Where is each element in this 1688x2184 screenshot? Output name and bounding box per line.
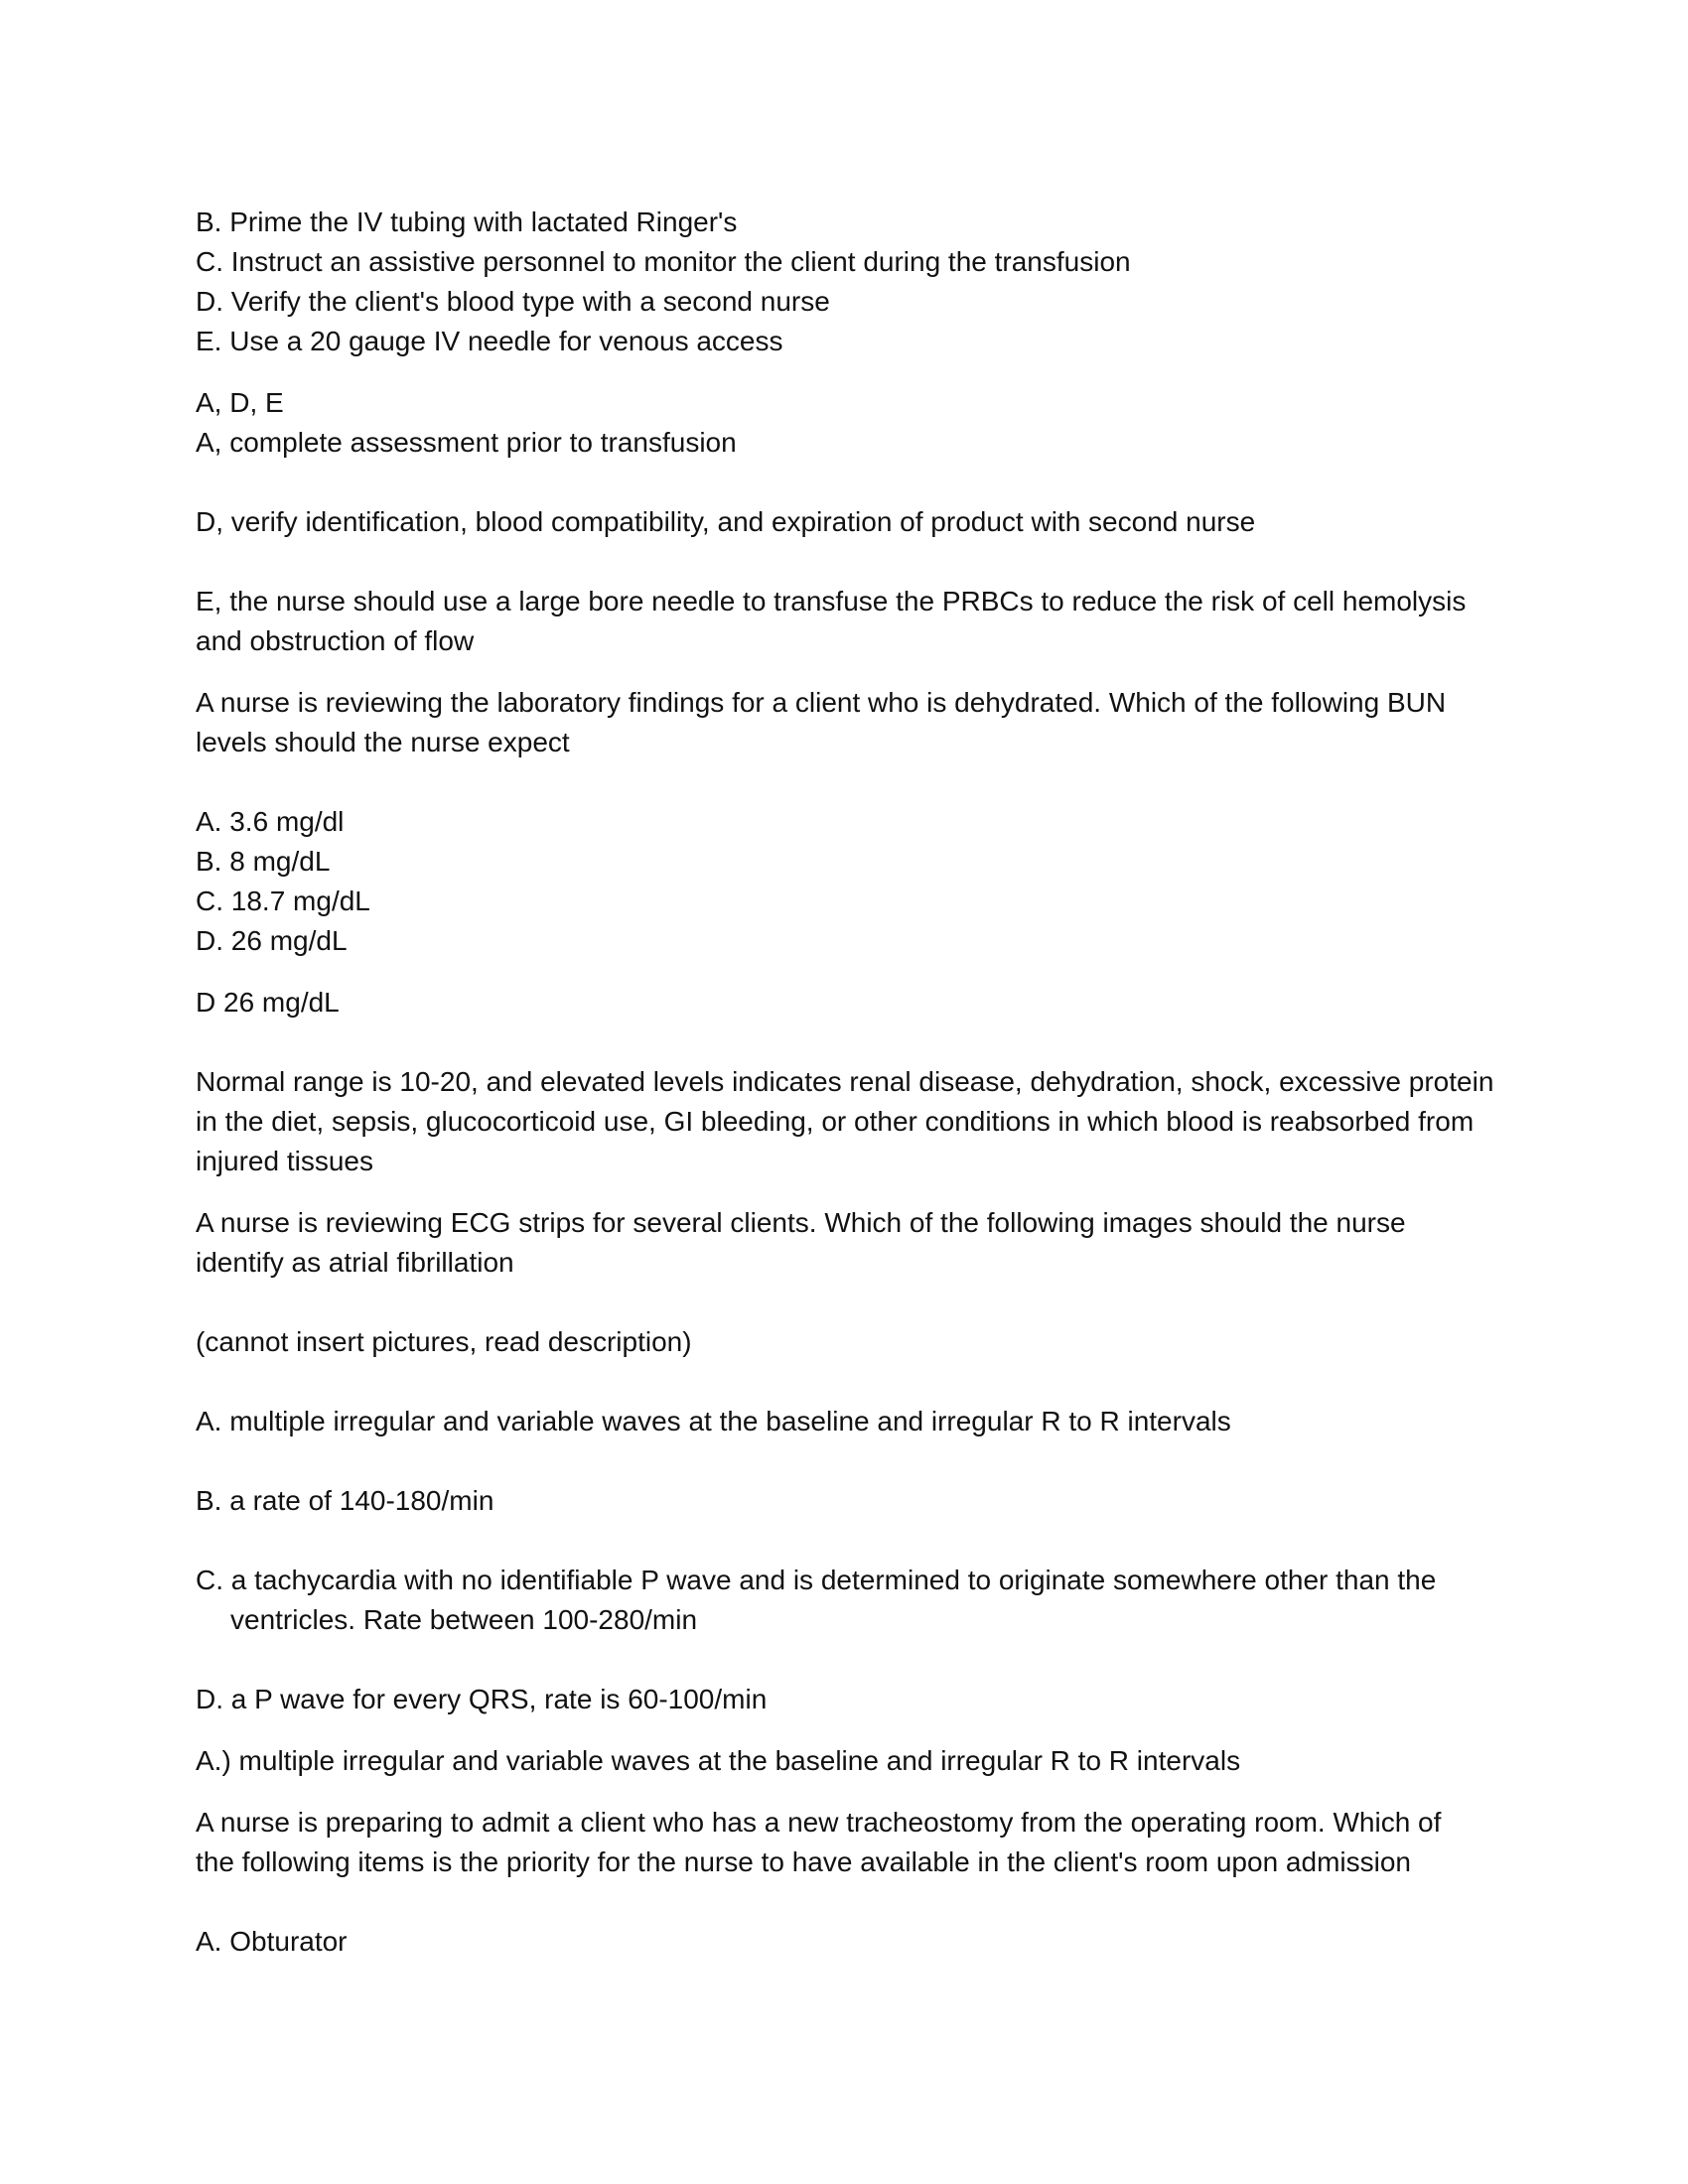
bun-rationale-line-2: in the diet, sepsis, glucocorticoid use, GI bleeding, or other conditions in which blood is reabsorbed from [196, 1106, 1475, 1137]
question-ecg-line-2: identify as atrial fibrillation [196, 1247, 514, 1278]
rationale-d: D, verify identification, blood compatibility, and expiration of product with second nurse [196, 506, 1256, 537]
answer-key-bun: D 26 mg/dL [196, 987, 340, 1018]
option-c-assistive-personnel: C. Instruct an assistive personnel to monitor the client during the transfusion [196, 246, 1131, 277]
bun-option-d: D. 26 mg/dL [196, 925, 348, 956]
bun-option-c: C. 18.7 mg/dL [196, 886, 370, 916]
answer-key-ecg: A.) multiple irregular and variable waves at the baseline and irregular R to R intervals [196, 1745, 1241, 1776]
bun-rationale-line-3: injured tissues [196, 1146, 373, 1176]
rationale-e-line-2: and obstruction of flow [196, 625, 475, 656]
trach-option-a: A. Obturator [196, 1926, 348, 1957]
question-bun-line-1: A nurse is reviewing the laboratory findings for a client who is dehydrated. Which of the following BUN [196, 687, 1447, 718]
ecg-option-c-line-1: C. a tachycardia with no identifiable P wave and is determined to originate somewhere other than the [196, 1565, 1437, 1595]
ecg-option-b: B. a rate of 140-180/min [196, 1485, 494, 1516]
bun-rationale-line-1: Normal range is 10-20, and elevated levels indicates renal disease, dehydration, shock, excessive protein [196, 1066, 1494, 1097]
bun-option-a: A. 3.6 mg/dl [196, 806, 345, 837]
question-trach-line-2: the following items is the priority for the nurse to have available in the client's room upon admission [196, 1846, 1411, 1877]
ecg-picture-note: (cannot insert pictures, read description) [196, 1326, 692, 1357]
ecg-option-d: D. a P wave for every QRS, rate is 60-100/min [196, 1684, 768, 1714]
option-e-20-gauge-needle: E. Use a 20 gauge IV needle for venous access [196, 326, 783, 356]
ecg-option-c-line-2: ventricles. Rate between 100-280/min [230, 1604, 698, 1635]
option-d-verify-blood-type: D. Verify the client's blood type with a second nurse [196, 286, 830, 317]
question-trach-line-1: A nurse is preparing to admit a client who has a new tracheostomy from the operating room. Which of [196, 1807, 1442, 1838]
rationale-e-line-1: E, the nurse should use a large bore needle to transfuse the PRBCs to reduce the risk of cell hemolysis [196, 586, 1467, 616]
question-ecg-line-1: A nurse is reviewing ECG strips for several clients. Which of the following images should the nurse [196, 1207, 1406, 1238]
answer-key-transfusion: A, D, E [196, 387, 284, 418]
ecg-option-a: A. multiple irregular and variable waves at the baseline and irregular R to R intervals [196, 1406, 1231, 1436]
bun-option-b: B. 8 mg/dL [196, 846, 331, 877]
question-bun-line-2: levels should the nurse expect [196, 727, 570, 757]
rationale-a: A, complete assessment prior to transfusion [196, 427, 737, 458]
option-b-prime-tubing: B. Prime the IV tubing with lactated Ringer's [196, 206, 738, 237]
